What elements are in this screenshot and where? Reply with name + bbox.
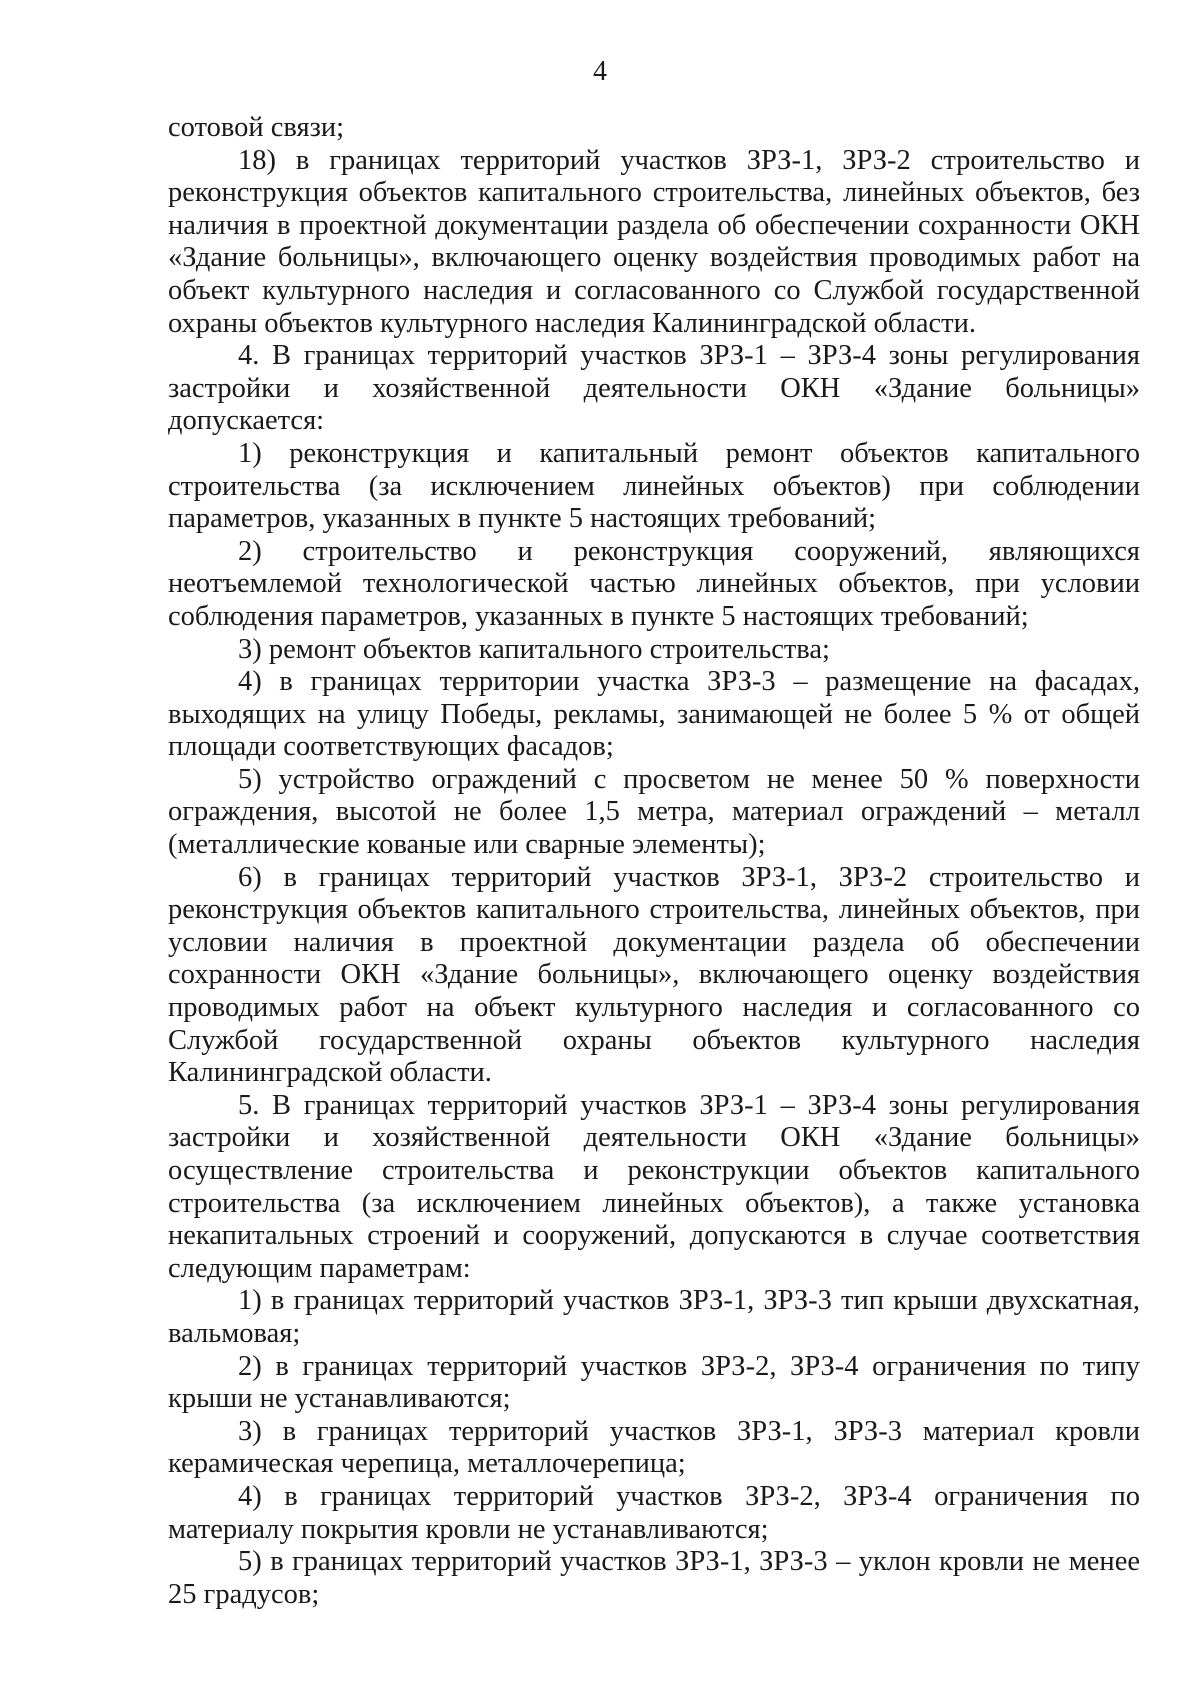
list-item: 3) в границах территорий участков ЗРЗ-1, ЗРЗ-3 материал кровли керамическая черепица, металлочерепица; (168, 1415, 1140, 1480)
list-item: 2) строительство и реконструкция сооружений, являющихся неотъемлемой технологической частью линейных объектов, при условии соблюдения параметров, указанных в пункте 5 настоящих требований; (168, 535, 1140, 632)
body-text (168, 112, 1140, 1611)
list-item: 5) устройство ограждений с просветом не менее 50 % поверхности ограждения, высотой не более 1,5 метра, материал ограждений – металл (металлические кованые или сварные элементы); (168, 763, 1140, 861)
paragraph: 5. В границах территорий участков ЗРЗ-1 – ЗРЗ-4 зоны регулирования застройки и хозяйственной деятельности ОКН «Здание больницы» осуществление строительства и реконструкции объектов капитального строительства (за исключением линейных объектов), а также установка некапитальных строений и сооружений, допускаются в случае соответствия следующим параметрам: (168, 1089, 1140, 1284)
list-item: 5) в границах территорий участков ЗРЗ-1, ЗРЗ-3 – уклон кровли не менее 25 градусов; (168, 1546, 1140, 1610)
list-item: 2) в границах территорий участков ЗРЗ-2, ЗРЗ-4 ограничения по типу крыши не устанавливаются; (168, 1350, 1140, 1415)
paragraph: 4. В границах территорий участков ЗРЗ-1 – ЗРЗ-4 зоны регулирования застройки и хозяйственной деятельности ОКН «Здание больницы» допускается: (168, 340, 1140, 437)
list-item: 4) в границах территории участка ЗРЗ-3 – размещение на фасадах, выходящих на улицу Победы, рекламы, занимающей не более 5 % от общей площади соответствующих фасадов; (168, 666, 1140, 763)
page-number: 4 (593, 56, 607, 87)
list-item: 3) ремонт объектов капитального строительства; (238, 633, 830, 665)
list-item: 6) в границах территорий участков ЗРЗ-1, ЗРЗ-2 строительство и реконструкция объектов капитального строительства, линейных объектов, при условии наличия в проектной документации раздела об обеспечении сохранности ОКН «Здание больницы», включающего оценку воздействия проводимых работ на объект культурного наследия и согласованного со Службой государственной охраны объектов культурного наследия Калининградской области. (168, 861, 1140, 1089)
list-item: 1) реконструкция и капитальный ремонт объектов капитального строительства (за исключением линейных объектов) при соблюдении параметров, указанных в пункте 5 настоящих требований; (168, 437, 1140, 535)
list-item: 4) в границах территорий участков ЗРЗ-2, ЗРЗ-4 ограничения по материалу покрытия кровли не устанавливаются; (168, 1480, 1140, 1545)
paragraph: 18) в границах территорий участков ЗРЗ-1, ЗРЗ-2 строительство и реконструкция объектов капитального строительства, линейных объектов, без наличия в проектной документации раздела об обеспечении сохранности ОКН «Здание больницы», включающего оценку воздействия проводимых работ на объект культурного наследия и согласованного со Службой государственной охраны объектов культурного наследия Калининградской области. (168, 144, 1140, 339)
list-item: 1) в границах территорий участков ЗРЗ-1, ЗРЗ-3 тип крыши двухскатная, вальмовая; (168, 1285, 1140, 1349)
paragraph: сотовой связи; (168, 112, 345, 143)
